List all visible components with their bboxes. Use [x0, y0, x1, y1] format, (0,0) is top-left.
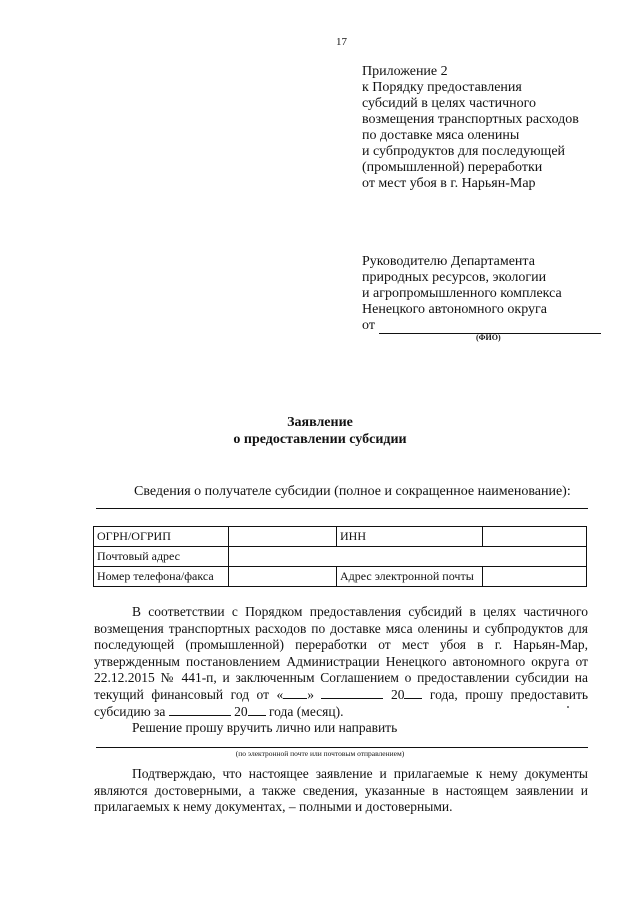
postal-value-cell[interactable] [229, 547, 587, 567]
recipient-info-table [93, 526, 587, 587]
year-prefix: 20 [390, 686, 405, 702]
subsidy-label: субсидию за [94, 703, 166, 719]
ogrn-value-cell[interactable] [229, 527, 337, 547]
ogrn-label: ОГРН/ОГРИП [94, 527, 229, 547]
day-blank[interactable] [283, 687, 307, 699]
email-value-cell[interactable] [483, 567, 587, 587]
request-tail: года, прошу предоставить [422, 686, 588, 702]
appendix-header: Приложение 2 к Порядку предоставления субсидий в целях частичного возмещения транспортных расходов по доставке мяса оленины и субпродуктов для последующей (промышленной) переработки от мест убоя в г. Нарьян-Мар [362, 64, 579, 191]
title-line-1: Заявление [287, 415, 353, 430]
delivery-hint: (по электронной почте или почтовым отправлением) [235, 749, 405, 758]
month-blank[interactable] [321, 687, 383, 699]
page-number: 17 [336, 36, 347, 48]
main-paragraph-text: В соответствии с Порядком предоставления субсидий в целях частичного возмещения транспортных расходов по доставке мяса оленины и субпродуктов для последующей (промышленной) переработки от мест убоя в г. Нарьян-Мар, утвержденным постановлением Администрации Ненецкого автономного округа от 22.12.2015 № 441-п, и заключенным Соглашением о предоставлении субсидии на текущий финансовый год от « [94, 604, 588, 702]
from-label: от [362, 318, 375, 333]
table-row [94, 527, 587, 547]
table-row [94, 567, 587, 587]
fio-field-line[interactable] [379, 320, 601, 334]
quote-close: » [307, 686, 314, 702]
inn-label: ИНН [337, 527, 483, 547]
subsidy-tail: года (месяц). [265, 703, 344, 719]
email-label: Адрес электронной почты [337, 567, 483, 587]
phone-label: Номер телефона/факса [94, 567, 229, 587]
title-line-2: о предоставлении субсидии [233, 432, 407, 447]
stray-mark [567, 706, 569, 708]
delivery-method-line[interactable] [96, 747, 588, 748]
from-row [362, 318, 601, 334]
confirmation-block [94, 766, 588, 816]
subsidy-period-blank[interactable] [169, 704, 231, 716]
phone-value-cell[interactable] [229, 567, 337, 587]
document-title [0, 414, 640, 448]
application-body [94, 604, 588, 737]
confirmation-paragraph: Подтверждаю, что настоящее заявление и прилагаемые к нему документы являются достоверными, а также сведения, указанные в настоящем заявлении и прилагаемых к нему документах, – полными и достоверными. [94, 766, 588, 815]
recipient-label: Сведения о получателе субсидии (полное и сокращенное наименование): [134, 484, 571, 499]
recipient-name-line[interactable] [96, 508, 588, 509]
fio-hint: (ФИО) [476, 333, 501, 342]
subsidy-year-blank[interactable] [248, 704, 266, 716]
year-blank[interactable] [404, 687, 422, 699]
addressee-block: Руководителю Департамента природных ресурсов, экологии и агропромышленного комплекса Ненецкого автономного округа [362, 254, 562, 317]
inn-value-cell[interactable] [483, 527, 587, 547]
delivery-paragraph: Решение прошу вручить лично или направить [132, 720, 398, 736]
postal-label: Почтовый адрес [94, 547, 229, 567]
main-paragraph [94, 604, 588, 720]
table-row [94, 547, 587, 567]
subsidy-year-prefix: 20 [234, 703, 248, 719]
